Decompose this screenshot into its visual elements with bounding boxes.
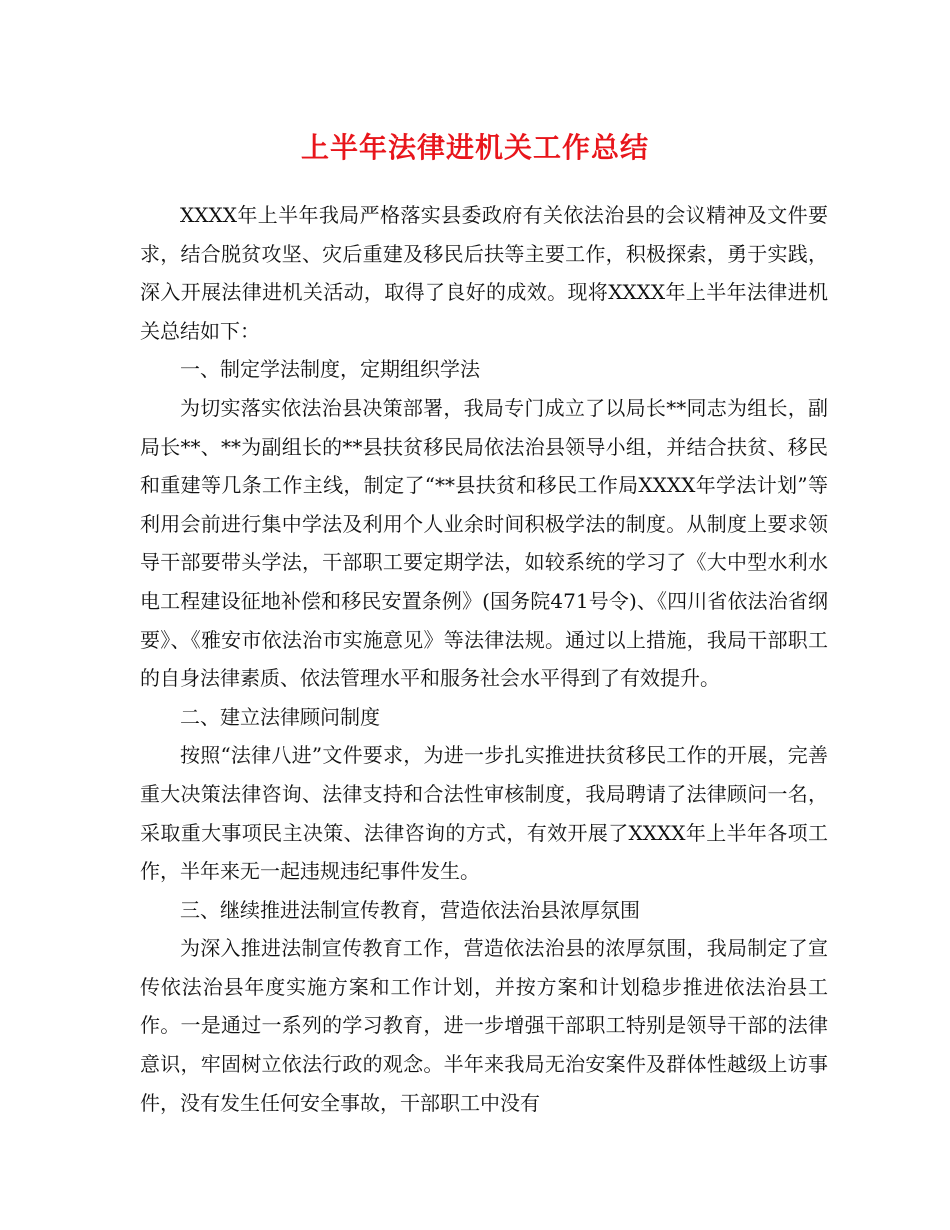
paragraph-intro: XXXX年上半年我局严格落实县委政府有关依法治县的会议精神及文件要求，结合脱贫攻坚、灾后重建及移民后扶等主要工作，积极探索，勇于实践，深入开展法律进机关活动，取得了良好的成效。现将XXXX年上半年法律进机关总结如下： bbox=[140, 203, 828, 343]
paragraph-section-1: 为切实落实依法治县决策部署，我局专门成立了以局长**同志为组长，副局长**、**为副组长的**县扶贫移民局依法治县领导小组，并结合扶贫、移民和重建等几条工作主线，制定了“**县扶贫和移民工作局XXXX年学法计划”等利用会前进行集中学法及利用个人业余时间积极学法的制度。从制度上要求领导干部要带头学法，干部职工要定期学法，如较系统的学习了《大中型水利水电工程建设征地补偿和移民安置条例》(国务院471号令)、《四川省依法治省纲要》、《雅安市依法治市实施意见》等法律法规。通过以上措施，我局干部职工的自身法律素质、依法管理水平和服务社会水平得到了有效提升。 bbox=[140, 395, 828, 691]
document-body bbox=[140, 196, 828, 1122]
paragraph-section-2: 按照“法律八进”文件要求，为进一步扎实推进扶贫移民工作的开展，完善重大决策法律咨询、法律支持和合法性审核制度，我局聘请了法律顾问一名，采取重大事项民主决策、法律咨询的方式，有效开展了XXXX年上半年各项工作，半年来无一起违规违纪事件发生。 bbox=[140, 743, 828, 884]
paragraph-section-3: 为深入推进法制宣传教育工作，营造依法治县的浓厚氛围，我局制定了宣传依法治县年度实施方案和工作计划，并按方案和计划稳步推进依法治县工作。一是通过一系列的学习教育，进一步增强干部职工特别是领导干部的法律意识，牢固树立依法行政的观念。半年来我局无治安案件及群体性越级上访事件，没有发生任何安全事故，干部职工中没有 bbox=[140, 936, 828, 1115]
section-heading-1: 一、制定学法制度，定期组织学法 bbox=[180, 357, 480, 382]
section-heading-2: 二、建立法律顾问制度 bbox=[180, 704, 380, 729]
section-heading-3: 三、继续推进法制宣传教育，营造依法治县浓厚氛围 bbox=[180, 897, 640, 922]
document-title: 上半年法律进机关工作总结 bbox=[300, 131, 649, 164]
